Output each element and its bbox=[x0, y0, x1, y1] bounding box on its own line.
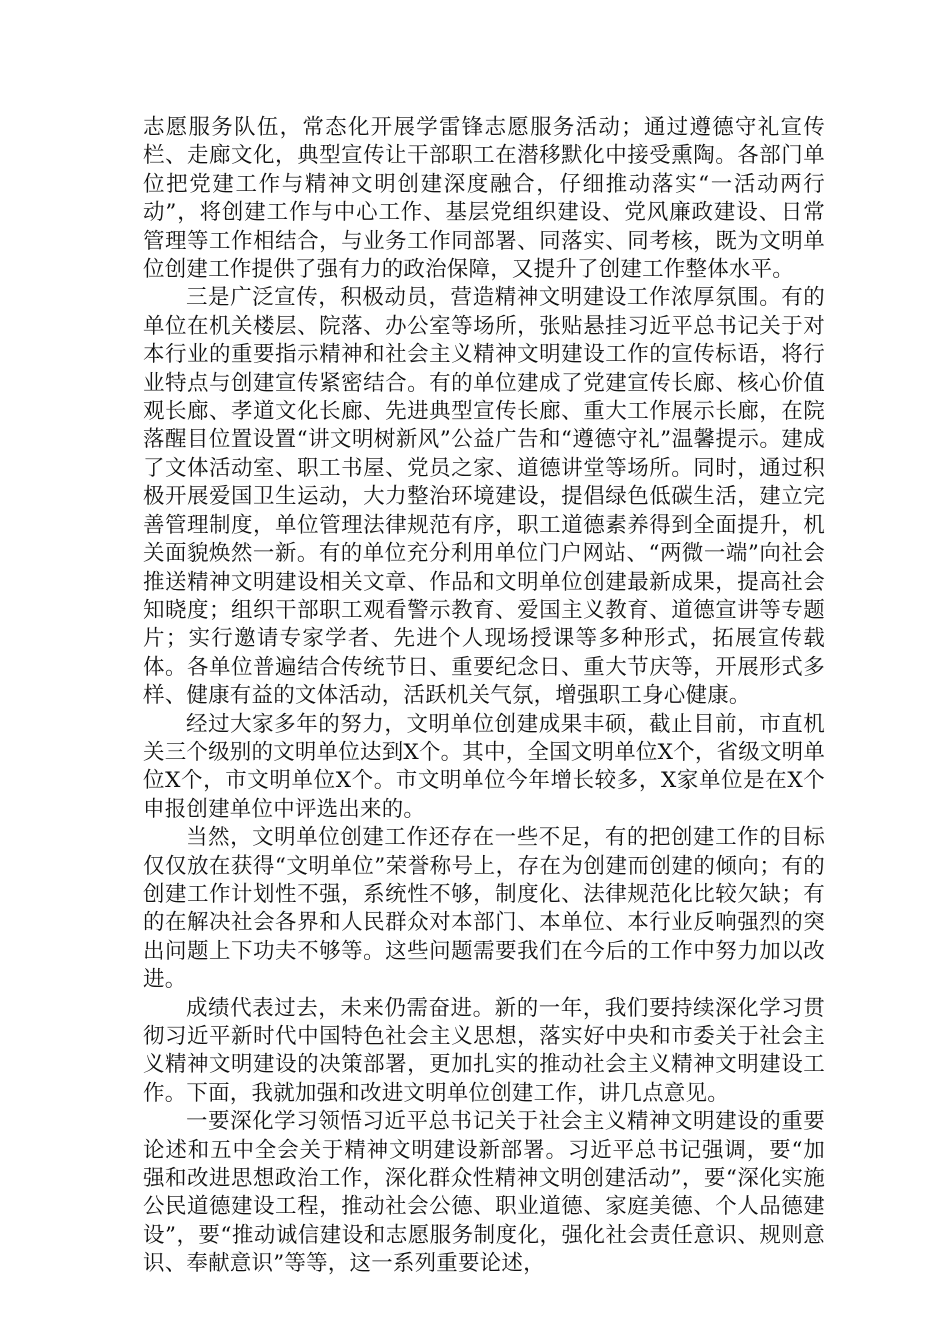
paragraph-4: 当然，文明单位创建工作还存在一些不足，有的把创建工作的目标仅仅放在获得“文明单位”荣誉称号上，存在为创建而创建的倾向；有的创建工作计划性不强，系统性不够，制度化、法律规范化比较欠缺；有的在解决社会各界和人民群众对本部门、本单位、本行业反响强烈的突出问题上下功夫不够等。这些问题需要我们在今后的工作中努力加以改进。 bbox=[143, 825, 825, 993]
document-page bbox=[143, 114, 825, 1279]
paragraph-3: 经过大家多年的努力，文明单位创建成果丰硕，截止目前，市直机关三个级别的文明单位达到X个。其中，全国文明单位X个，省级文明单位X个，市文明单位X个。市文明单位今年增长较多，X家单位是在X个申报创建单位中评选出来的。 bbox=[143, 711, 826, 822]
paragraph-6: 一要深化学习领悟习近平总书记关于社会主义精神文明建设的重要论述和五中全会关于精神文明建设新部署。习近平总书记强调，要“加强和改进思想政治工作，深化群众性精神文明创建活动”，要“深化实施公民道德建设工程，推动社会公德、职业道德、家庭美德、个人品德建设”，要“推动诚信建设和志愿服务制度化，强化社会责任意识、规则意识、奉献意识”等等，这一系列重要论述， bbox=[143, 1109, 825, 1277]
paragraph-5: 成绩代表过去，未来仍需奋进。新的一年，我们要持续深化学习贯彻习近平新时代中国特色社会主义思想，落实好中央和市委关于社会主义精神文明建设的决策部署，更加扎实的推动社会主义精神文明建设工作。下面，我就加强和改进文明单位创建工作，讲几点意见。 bbox=[143, 995, 825, 1106]
paragraph-1: 志愿服务队伍，常态化开展学雷锋志愿服务活动；通过遵德守礼宣传栏、走廊文化，典型宣传让干部职工在潜移默化中接受熏陶。各部门单位把党建工作与精神文明创建深度融合，仔细推动落实“一活动两行动”，将创建工作与中心工作、基层党组织建设、党风廉政建设、日常管理等工作相结合，与业务工作同部署、同落实、同考核，既为文明单位创建工作提供了强有力的政治保障，又提升了创建工作整体水平。 bbox=[143, 115, 825, 283]
paragraph-2: 三是广泛宣传，积极动员，营造精神文明建设工作浓厚氛围。有的单位在机关楼层、院落、办公室等场所，张贴悬挂习近平总书记关于对本行业的重要指示精神和社会主义精神文明建设工作的宣传标语，将行业特点与创建宣传紧密结合。有的单位建成了党建宣传长廊、核心价值观长廊、孝道文化长廊、先进典型宣传长廊、重大工作展示长廊，在院落醒目位置设置“讲文明树新风”公益广告和“遵德守礼”温馨提示。建成了文体活动室、职工书屋、党员之家、道德讲堂等场所。同时，通过积极开展爱国卫生运动，大力整治环境建设，提倡绿色低碳生活，建立完善管理制度，单位管理法律规范有序，职工道德素养得到全面提升，机关面貌焕然一新。有的单位充分利用单位门户网站、“两微一端”向社会推送精神文明建设相关文章、作品和文明单位创建最新成果，提高社会知晓度；组织干部职工观看警示教育、爱国主义教育、道德宣讲等专题片；实行邀请专家学者、先进个人现场授课等多种形式，拓展宣传载体。各单位普遍结合传统节日、重要纪念日、重大节庆等，开展形式多样、健康有益的文体活动，活跃机关气氛，增强职工身心健康。 bbox=[143, 285, 825, 709]
